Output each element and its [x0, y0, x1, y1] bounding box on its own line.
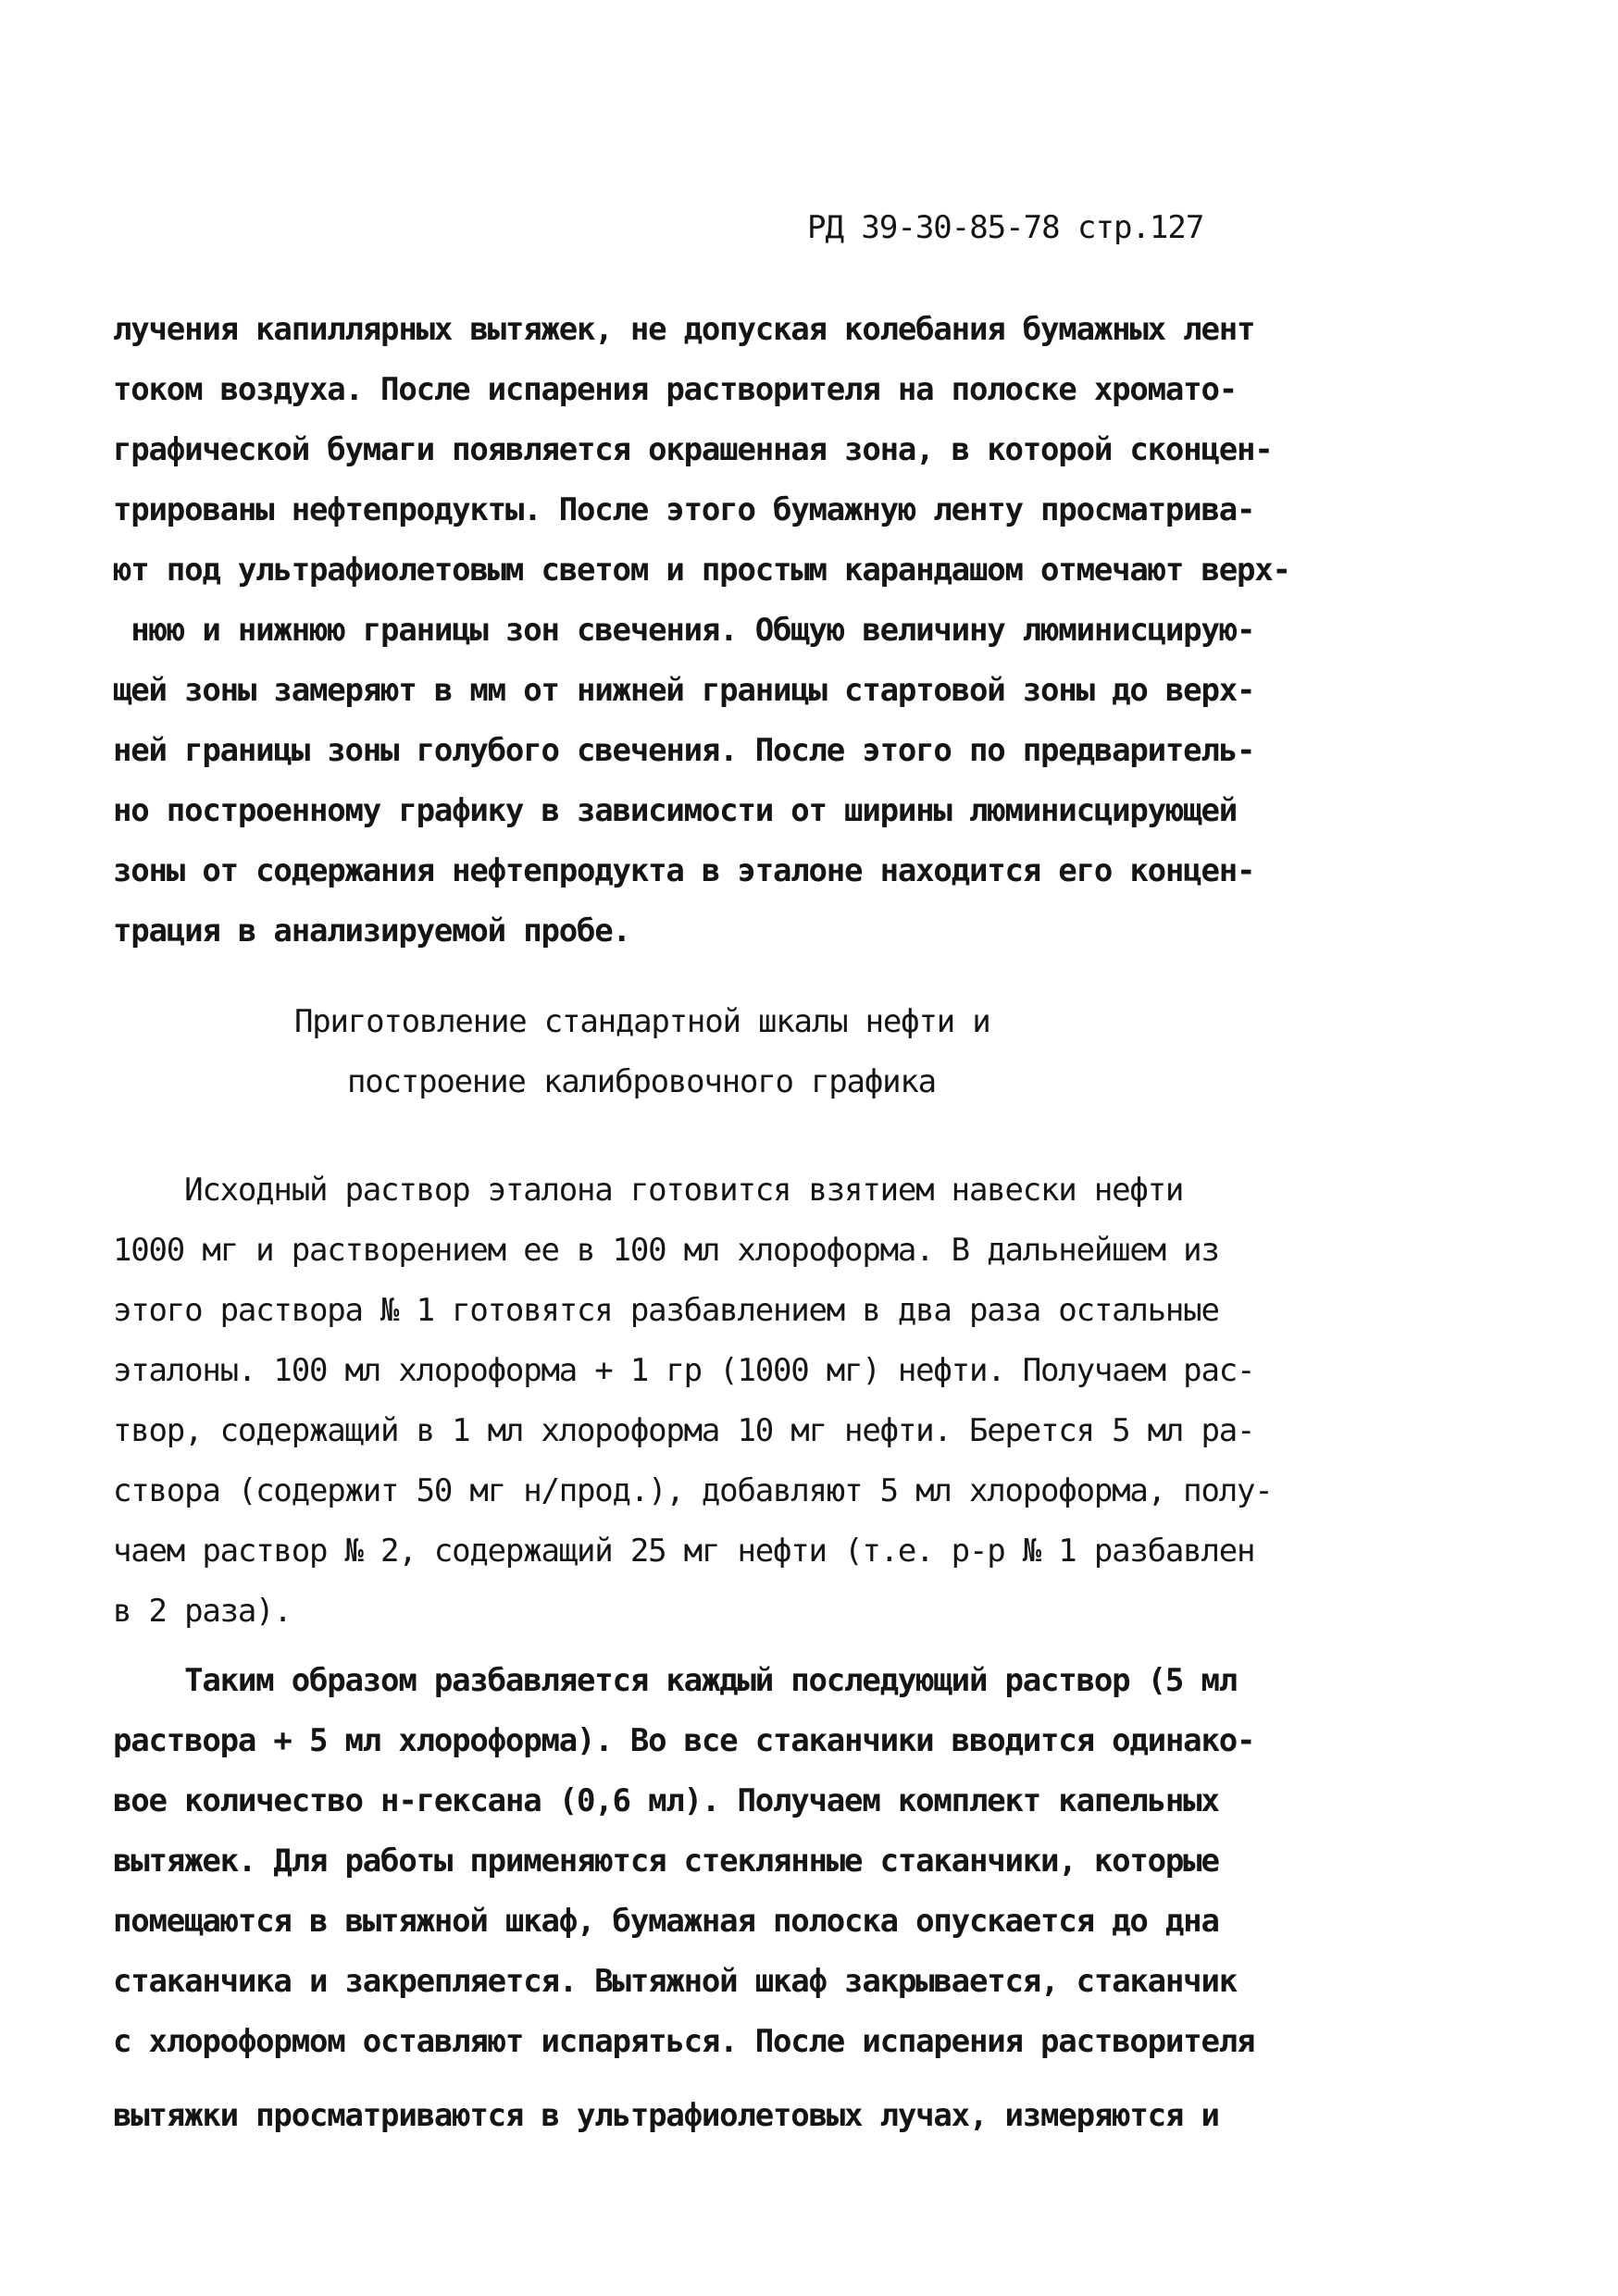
- paragraph-line: помещаются в вытяжной шкаф, бумажная полоска опускается до дна: [113, 1903, 1219, 1940]
- paragraph-line: Таким образом разбавляется каждый последующий раствор (5 мл: [113, 1662, 1237, 1699]
- paragraph-line: ней границы зоны голубого свечения. После этого по предваритель-: [113, 732, 1255, 769]
- paragraph-line: графической бумаги появляется окрашенная зона, в которой сконцен-: [113, 431, 1273, 468]
- paragraph-line: вытяжек. Для работы применяются стеклянные стаканчики, которые: [113, 1843, 1219, 1880]
- paragraph-line: с хлороформом оставляют испаряться. После испарения растворителя: [113, 2023, 1255, 2060]
- paragraph-line: чаем раствор № 2, содержащий 25 мг нефти (т.е. р-р № 1 разбавлен: [113, 1533, 1255, 1570]
- paragraph-line: трация в анализируемой пробе.: [113, 912, 630, 949]
- paragraph-line: лучения капиллярных вытяжек, не допуская колебания бумажных лент: [113, 311, 1255, 348]
- paragraph-line: створа (содержит 50 мг н/прод.), добавляют 5 мл хлороформа, полу-: [113, 1472, 1273, 1509]
- paragraph-line: током воздуха. После испарения растворителя на полоске хромато-: [113, 371, 1237, 408]
- paragraph-line: ют под ультрафиолетовым светом и простым карандашом отмечают верх-: [113, 552, 1290, 589]
- paragraph-line: Исходный раствор эталона готовится взятием навески нефти: [113, 1172, 1184, 1209]
- paragraph-line: но построенному графику в зависимости от ширины люминисцирующей: [113, 792, 1237, 829]
- paragraph-line: вое количество н-гексана (0,6 мл). Получаем комплект капельных: [113, 1782, 1219, 1819]
- paragraph-line: щей зоны замеряют в мм от нижней границы стартовой зоны до верх-: [113, 672, 1255, 709]
- paragraph-line: трированы нефтепродукты. После этого бумажную ленту просматрива-: [113, 491, 1255, 528]
- paragraph-line: эталоны. 100 мл хлороформа + 1 гр (1000 мг) нефти. Получаем рас-: [113, 1352, 1255, 1389]
- paragraph-line: вытяжки просматриваются в ультрафиолетовых лучах, измеряются и: [113, 2097, 1219, 2134]
- paragraph-line: этого раствора № 1 готовятся разбавлением в два раза остальные: [113, 1292, 1219, 1329]
- paragraph-line: в 2 раза).: [113, 1593, 292, 1630]
- section-title-line-1: Приготовление стандартной шкалы нефти и: [294, 1003, 990, 1040]
- paragraph-line: твор, содержащий в 1 мл хлороформа 10 мг нефти. Берется 5 мл ра-: [113, 1412, 1255, 1449]
- page-header: РД 39-30-85-78 стр.127: [807, 209, 1204, 246]
- paragraph-line: зоны от содержания нефтепродукта в эталоне находится его концен-: [113, 852, 1255, 889]
- paragraph-line: стаканчика и закрепляется. Вытяжной шкаф закрывается, стаканчик: [113, 1963, 1237, 2000]
- paragraph-line: 1000 мг и растворением ее в 100 мл хлороформа. В дальнейшем из: [113, 1232, 1219, 1269]
- paragraph-line: раствора + 5 мл хлороформа). Во все стаканчики вводится одинако-: [113, 1722, 1255, 1759]
- section-title-line-2: построение калибровочного графика: [347, 1063, 936, 1100]
- paragraph-line: нюю и нижнюю границы зон свечения. Общую величину люминисцирую-: [113, 612, 1255, 649]
